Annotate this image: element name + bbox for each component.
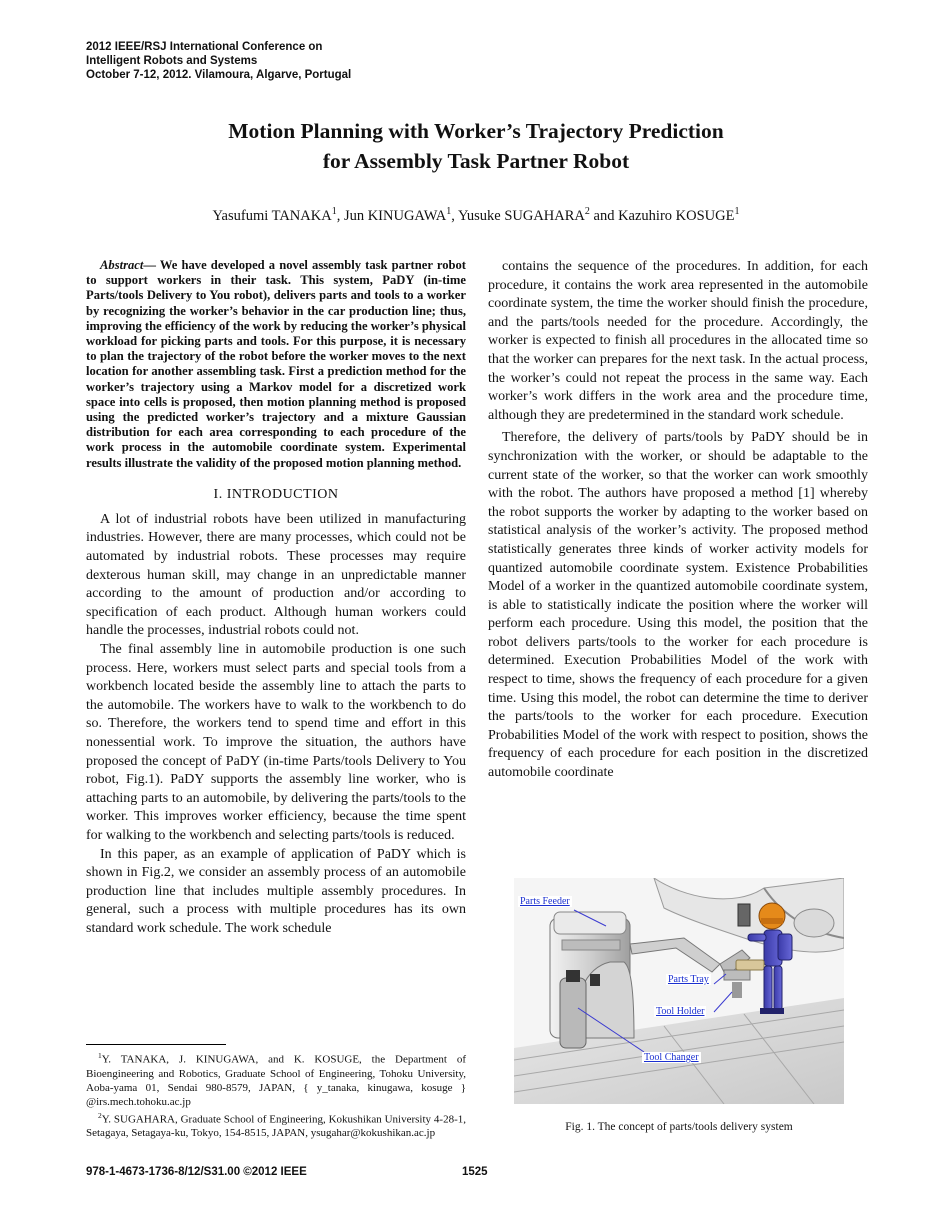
author-separator: , bbox=[451, 207, 458, 224]
author-conjunction: and bbox=[589, 207, 619, 224]
author-kosuge: Kazuhiro KOSUGE bbox=[618, 207, 735, 224]
page-number: 1525 bbox=[462, 1166, 488, 1178]
author-separator: , bbox=[336, 207, 344, 224]
left-column bbox=[86, 258, 466, 939]
author-kinugawa: Jun KINUGAWA bbox=[343, 207, 447, 224]
copyright-footer: 978-1-4673-1736-8/12/S31.00 ©2012 IEEE bbox=[86, 1166, 307, 1178]
footnote-2-mark: 2 bbox=[98, 1110, 102, 1120]
title-line-2: for Assembly Task Partner Robot bbox=[322, 149, 630, 173]
footnotes bbox=[86, 1044, 466, 1140]
abstract-label: Abstract bbox=[100, 258, 144, 272]
footnote-1-mark: 1 bbox=[98, 1051, 102, 1060]
section-heading-introduction: I. INTRODUCTION bbox=[213, 486, 339, 502]
author-affiliation-mark: 1 bbox=[446, 206, 452, 217]
conference-line-1: 2012 IEEE/RSJ International Conference on bbox=[86, 41, 323, 53]
footnote-2 bbox=[86, 1109, 466, 1141]
abstract-text: We have developed a novel assembly task partner robot to support workers in their task. This system, PaDY (in-time Parts/tools Delivery to You robot), delivers parts and tools to a worker by recognizing the worker’s behavior in the car production line; thus, improving the efficiency of the work by reducing the worker’s physical workload for picking parts and tools. For this purpose, it is necessary to plan the trajectory of the robot before the worker moves to the next location for another assembling task. First a prediction method for the worker’s trajectory using a Markov model for a discretized work space into cells is proposed, then motion planning method is proposed using the predicted worker’s trajectory and a mixture Gaussian distribution for each area corresponding to each procedure of the work process in the automobile coordinate system. Experimental results illustrate the validity of the proposed motion planning method. bbox=[86, 258, 466, 470]
intro-paragraph-2: The final assembly line in automobile production is one such process. Here, workers must select parts and special tools from a workbench located beside the assembly line to attach the parts to the automobile. The workers have to walk to the workbench to do so. Therefore, the workers tend to spend time and effort in this nonessential work. To improve the situation, the authors have proposed the concept of PaDY (in-time Parts/tools Delivery to You robot, Fig.1). PaDY supports the assembly line worker, who is attaching parts to an automobile, by delivering the parts/tools to the worker. This improves worker efficiency, because the time spent for walking to the workbench and selecting parts/tools is reduced. bbox=[86, 642, 466, 843]
figure-label-tool-changer: Tool Changer bbox=[644, 1052, 699, 1063]
author-affiliation-mark: 2 bbox=[584, 206, 590, 217]
title-line-1: Motion Planning with Worker’s Trajectory Prediction bbox=[228, 119, 724, 143]
right-paragraph-2: Therefore, the delivery of parts/tools by PaDY should be in synchronization with the worker, or should be adaptable to the current state of the worker, so that the worker can work smoothly with the robot. The authors have proposed a method [1] whereby the robot supports the worker by adapting to the worker based on statistical analysis of the worker’s activity. The proposed method statistically generates three kinds of worker activity models for quantized automobile coordinate system. Existence Probabilities Model of a worker in the quantized automobile coordinate system, is able to statistically indicate the position where the worker will perform each procedure. Using this model, the position that the robot delivers parts/tools to the worker for each procedure is determined. Execution Probabilities Model of the work with respect to time, shows the frequency of each procedure for a given time. Using this model, the robot can determine the time to deriver the parts/tools to the worker for each procedure. Execution Probabilities Model of the work with respect to position, shows the frequency of each procedure for each position in the discretized automobile coordinate bbox=[488, 430, 868, 781]
author-affiliation-mark: 1 bbox=[734, 206, 740, 217]
right-column bbox=[488, 258, 868, 783]
conference-header bbox=[86, 40, 506, 82]
author-list bbox=[80, 202, 872, 226]
figure-label-parts-feeder: Parts Feeder bbox=[520, 896, 570, 907]
conference-line-3: October 7-12, 2012. Vilamoura, Algarve, Portugal bbox=[86, 69, 352, 81]
intro-paragraph-1: A lot of industrial robots have been utilized in manufacturing industries. However, there are many processes, which could not be automated by industrial robots. These processes may require dexterous human skill, may change in an unpredictable manner according to the amount of production and/or according to specification of each product. Although human workers could handle the processes, industrial robots could not. bbox=[86, 511, 466, 639]
figure-1 bbox=[514, 878, 844, 1104]
footnote-1 bbox=[86, 1049, 466, 1109]
abstract bbox=[86, 258, 466, 471]
author-tanaka: Yasufumi TANAKA bbox=[212, 207, 332, 224]
right-paragraph-1: contains the sequence of the procedures. In addition, for each procedure, it contains the work area represented in the automobile coordinate system, the time the worker should finish the procedure, and the parts/tools needed for the procedure. Accordingly, the worker is expected to finish all procedures in the allocated time so that the worker can prepares for the next task. In the actual process, the worker’s could not repeat the process in the same way. Each worker’s work differs in the work area and the procedure time, although they are predetermined in the standard work schedule. bbox=[488, 259, 868, 423]
abstract-dash: — bbox=[143, 258, 156, 272]
footnote-1-text: Y. TANAKA, J. KINUGAWA, and K. KOSUGE, the Department of Bioengineering and Robotics, Graduate School of Engineering, Tohoku University, Aoba-yama 01, Sendai 980-8579, JAPAN, { y_tanaka, kinugawa, kosuge } @irs.mech.tohoku.ac.jp bbox=[86, 1053, 466, 1108]
figure-1-caption: Fig. 1. The concept of parts/tools delivery system bbox=[565, 1121, 793, 1133]
intro-paragraph-3: In this paper, as an example of application of PaDY which is shown in Fig.2, we consider an assembly process of an automobile production line that includes multiple assembly procedures. In general, such a process with multiple procedures has its own standard work schedule. The work schedule bbox=[86, 846, 466, 936]
author-sugahara: Yusuke SUGAHARA bbox=[458, 207, 585, 224]
figure-label-parts-tray: Parts Tray bbox=[668, 974, 709, 985]
footnote-2-text: Y. SUGAHARA, Graduate School of Engineering, Kokushikan University 4-28-1, Setagaya, Setagaya-ku, Tokyo, 154-8515, JAPAN, ysugahar@kokushikan.ac.jp bbox=[86, 1113, 466, 1140]
footnote-rule bbox=[86, 1044, 226, 1045]
author-affiliation-mark: 1 bbox=[331, 206, 337, 217]
figure-1-illustration bbox=[514, 878, 844, 1104]
paper-title bbox=[80, 116, 872, 176]
conference-line-2: Intelligent Robots and Systems bbox=[86, 55, 258, 67]
figure-label-tool-holder: Tool Holder bbox=[656, 1006, 705, 1017]
